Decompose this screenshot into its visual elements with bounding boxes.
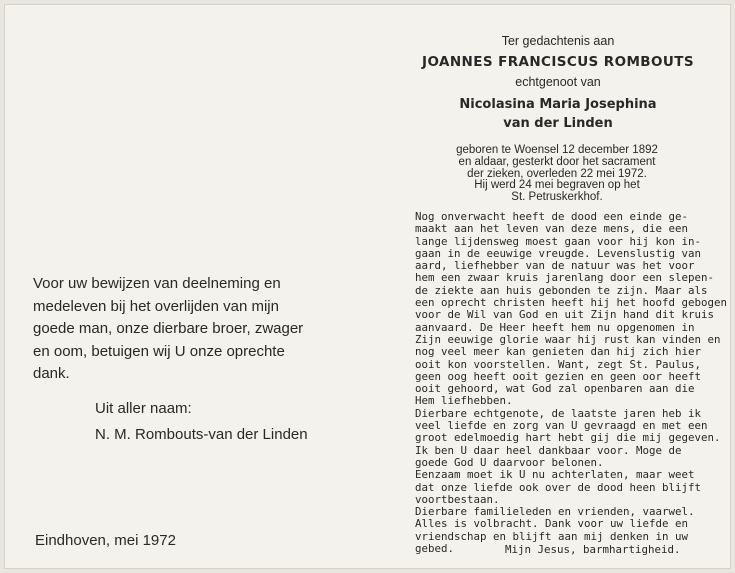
eulogy-line: groot edelmoedig hart hebt gij die mij gegeven. — [415, 431, 721, 445]
eulogy-line: lange lijdensweg moest gaan voor hij kon in- — [415, 234, 702, 248]
eulogy-line: hem een zwaar kruis jarenlang door een slepen- — [415, 271, 715, 285]
eulogy-line: ooit gehoord, wat God zal openbaren aan die — [415, 382, 695, 396]
eulogy-text — [415, 210, 728, 556]
eulogy-line: Ik ben U daar heel dankbaar voor. Moge de — [415, 443, 682, 457]
eulogy-line: maakt aan het leven van deze mens, die een — [415, 222, 689, 236]
eulogy-line: gebed. — [415, 542, 455, 556]
eulogy-line: gaan in de eeuwige vreugde. Levenslustig van — [415, 246, 702, 260]
right-panel — [408, 33, 708, 204]
eulogy-line: Nog onverwacht heeft de dood een einde ge- — [415, 210, 689, 223]
bio-line: der zieken, overleden 22 mei 1972. — [467, 167, 647, 180]
bio-line: St. Petruskerkhof. — [511, 191, 603, 204]
place-date: Eindhoven, mei 1972 — [35, 532, 176, 549]
closing-prayer: Mijn Jesus, barmhartigheid. — [505, 543, 681, 556]
thanks-line: Voor uw bewijzen van deelneming en — [33, 275, 281, 292]
bio-line: en aldaar, gesterkt door het sacrament — [458, 155, 656, 168]
eulogy-line: dat onze liefde ook over de dood heen blijft — [415, 480, 702, 494]
eulogy-line: aard, liefhebber van de natuur was het voor — [415, 259, 695, 273]
eulogy-line: de ziekte aan huis gebonden te zijn. Maar als — [415, 283, 708, 297]
eulogy-line: Eenzaam moet ik U nu achterlaten, maar weet — [415, 468, 695, 482]
thanks-line: medeleven bij het overlijden van mijn — [33, 297, 279, 315]
bio-line: Hij werd 24 mei begraven op het — [474, 179, 640, 192]
thanks-line: en oom, betuigen wij U onze oprechte — [33, 342, 285, 360]
bio-line: geboren te Woensel 12 december 1892 — [456, 144, 658, 156]
eulogy-line: aanvaard. De Heer heeft hem nu opgenomen in — [415, 320, 695, 334]
eulogy-line: voortbestaan. — [415, 492, 500, 506]
eulogy-line: Hem liefhebben. — [415, 394, 513, 408]
eulogy-line: Dierbare familieleden en vrienden, vaarwel. — [415, 505, 695, 519]
eulogy-line: vriendschap en blijft aan mij denken in uw — [415, 529, 689, 543]
eulogy-line: voor de Wil van God en uit Zijn hand dit kruis — [415, 308, 715, 322]
spouse-name-line2: van der Linden — [503, 116, 613, 131]
thanks-line: goede man, onze dierbare broer, zwager — [33, 320, 304, 337]
eulogy-line: goede God U daarvoor belonen. — [415, 455, 604, 469]
signature-name: N. M. Rombouts-van der Linden — [95, 425, 308, 443]
eulogy-line: Alles is volbracht. Dank voor uw liefde en — [415, 517, 689, 531]
biography — [442, 145, 672, 204]
deceased-name: JOANNES FRANCISCUS ROMBOUTS — [422, 54, 694, 70]
eulogy-line: een oprecht christen heeft hij het hoofd gebogen — [415, 296, 728, 310]
eulogy-line: veel liefde en zorg van U gevraagd en met een — [415, 419, 708, 433]
spouse-name-line1: Nicolasina Maria Josephina — [459, 97, 657, 112]
eulogy-line: Zijn eeuwige glorie waar hij rust kan vinden en — [415, 332, 721, 346]
eulogy-line: nog veel meer kan genieten dan hij zich hier — [415, 345, 702, 359]
eulogy-line: geen oog heeft ooit gezien en geen oor heeft — [415, 369, 702, 383]
signature-label: Uit aller naam: — [95, 399, 192, 417]
left-panel — [33, 273, 353, 445]
thanks-line: dank. — [33, 365, 70, 382]
thanks-message — [33, 273, 331, 386]
spouse-of-label: echtgenoot van — [515, 75, 601, 89]
eulogy-line: ooit kon voorstellen. Want, zegt St. Paulus, — [415, 357, 702, 371]
memorial-card — [4, 4, 731, 569]
memorial-heading: Ter gedachtenis aan — [501, 34, 615, 48]
eulogy-line: Dierbare echtgenote, de laatste jaren heb ik — [415, 406, 702, 420]
